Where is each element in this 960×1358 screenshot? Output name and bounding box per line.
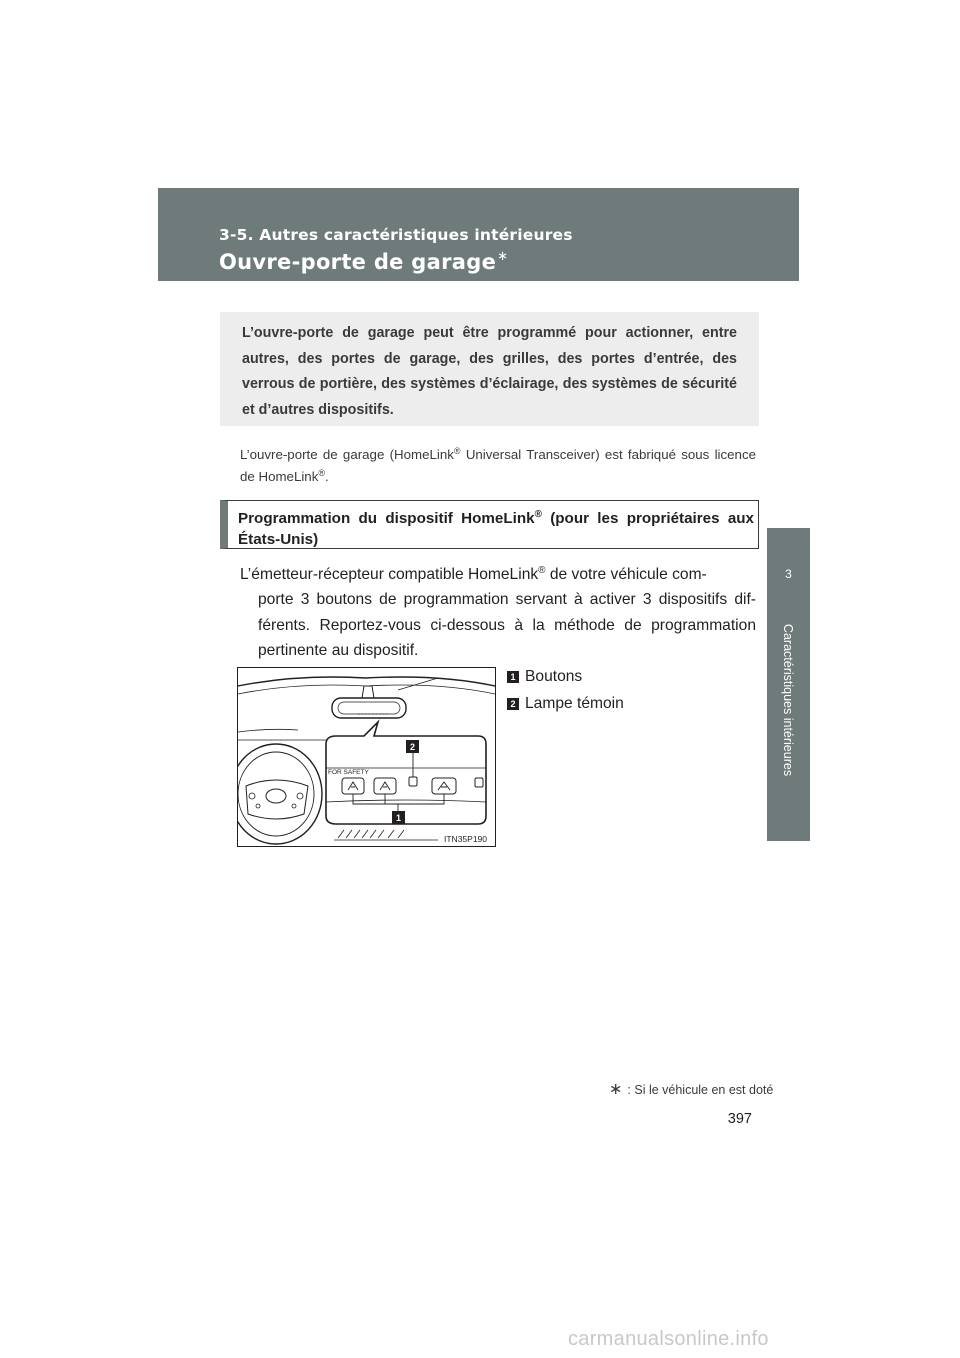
figure-illustration [238,668,495,846]
chapter-number: 3 [785,567,792,581]
homelink-figure [237,667,496,847]
subheading-part: (pour les propriétaires aux États-Unis) [238,510,754,548]
license-note-part: Universal Transceiver) est fabriqué sous licence de HomeLink [240,447,756,484]
footnote [609,1081,774,1098]
subheading-text [238,504,754,550]
legend-label: Boutons [525,667,583,685]
registered-mark: ® [453,446,461,456]
body-part: de votre véhicule com- [545,566,707,583]
figure-code: ITN35P190 [444,834,487,844]
callout-2: 2 [409,742,416,752]
body-rest: porte 3 boutons de programmation servant à activer 3 dispositifs différents. Reportez-vous ci-dessous à la méthode de programmation pertinente au dispositif. [258,591,756,659]
body-part: L’émetteur-récepteur compatible HomeLink [240,566,539,583]
page-number: 397 [727,1111,752,1127]
chapter-label: Caractéristiques intérieures [781,623,795,777]
figure-legend [507,663,624,717]
title-asterisk: ∗ [497,249,509,264]
footnote-text: : Si le véhicule en est doté [627,1083,774,1097]
legend-number: 2 [507,698,519,710]
asterisk-icon: ∗ [609,1081,623,1098]
legend-label: Lampe témoin [525,694,624,712]
legend-item [507,663,624,690]
subheading-box [220,500,759,549]
license-note-part: . [325,469,329,484]
subheading-part: Programmation du dispositif HomeLink [238,510,535,527]
registered-mark: ® [318,468,325,478]
registered-mark: ® [534,509,542,520]
body-paragraph [240,558,756,663]
page-title [219,249,508,274]
watermark[interactable]: carmanualsonline.info [568,1328,769,1350]
legend-item [507,690,624,717]
callout-1: 1 [395,813,402,823]
section-label: 3-5. Autres caractéristiques intérieures [219,226,573,244]
body-line-1 [240,558,756,587]
intro-box [220,312,759,426]
page-title-text: Ouvre-porte de garage [219,250,497,274]
mirror-text: FOR SAFETY [328,769,369,776]
legend-number: 1 [507,671,519,683]
license-note-part: L’ouvre-porte de garage (HomeLink [240,447,454,462]
registered-mark: ® [538,565,546,576]
intro-text: L’ouvre-porte de garage peut être programmé pour actionner, entre autres, des portes de garage, des grilles, des portes d’entrée, des verrous de portière, des systèmes d’éclairage, des systèmes de sécurité et d’autres dispositifs. [242,325,737,418]
license-note [240,442,756,486]
